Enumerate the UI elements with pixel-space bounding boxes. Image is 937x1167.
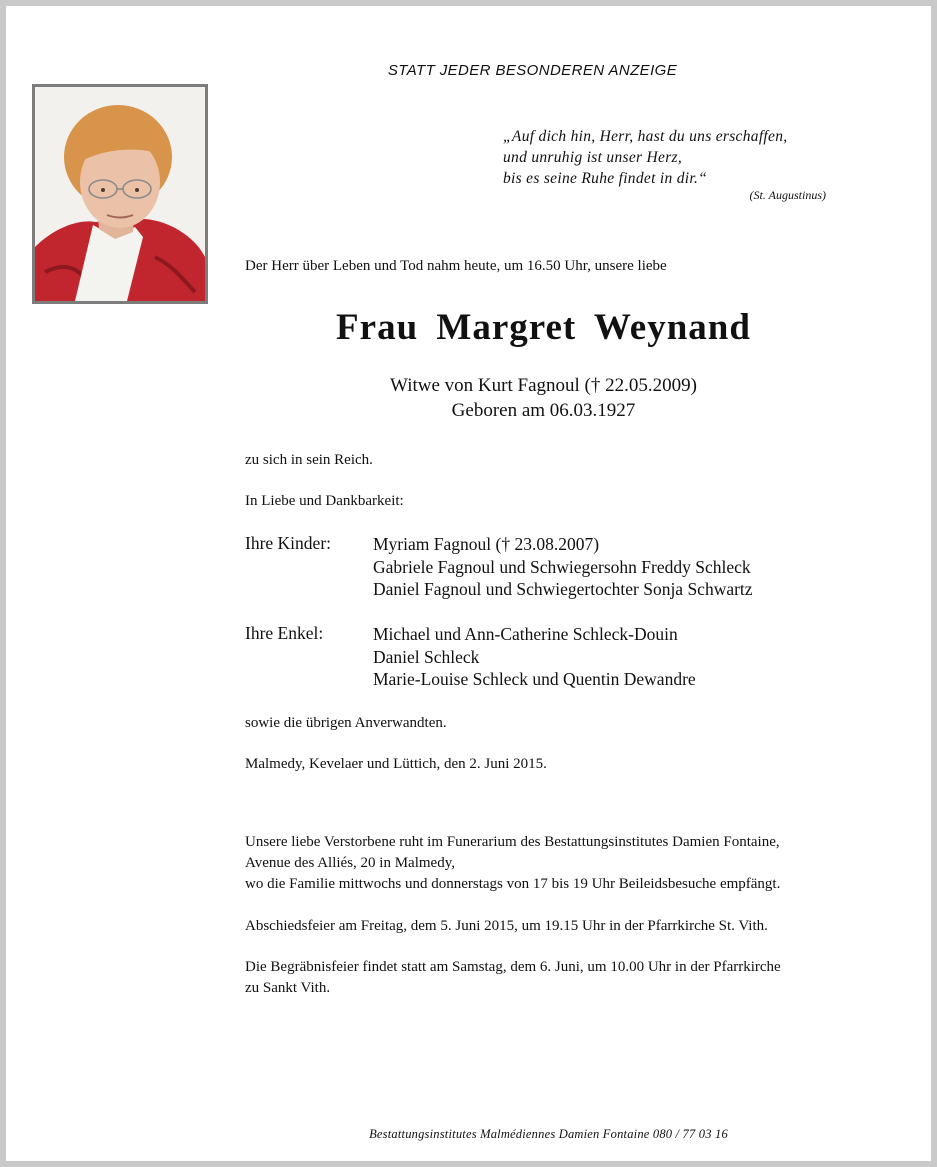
born-line: Geboren am 06.03.1927 [451,400,636,421]
relatives-text: sowie die übrigen Anverwandten. [245,715,447,731]
grandchildren-list [373,623,696,691]
footer-undertaker: Bestattungsinstitutes Malmédiennes Damien Fontaine 080 / 77 03 16 [369,1127,728,1141]
children-label: Ihre Kinder: [245,533,332,553]
funeral-line: zu Sankt Vith. [245,980,331,996]
quote-line: und unruhig ist unser Herz, [503,149,683,166]
list-item: Marie-Louise Schleck und Quentin Dewandre [373,669,696,689]
list-item: Daniel Fagnoul und Schwiegertochter Sonja Schwartz [373,579,753,599]
children-list [373,533,753,601]
widow-line: Witwe von Kurt Fagnoul († 22.05.2009) [390,375,697,396]
quote-source: (St. Augustinus) [749,188,826,202]
deceased-name: Frau Margret Weynand [336,307,751,348]
intro-text: Der Herr über Leben und Tod nahm heute, um 16.50 Uhr, unsere liebe [245,258,667,274]
list-item: Michael und Ann-Catherine Schleck-Douin [373,624,678,644]
liebe-text: In Liebe und Dankbarkeit: [245,493,404,509]
list-item: Daniel Schleck [373,646,480,667]
farewell-info: Abschiedsfeier am Freitag, dem 5. Juni 2015, um 19.15 Uhr in der Pfarrkirche St. Vith. [245,918,768,934]
rest-line: Avenue des Alliés, 20 in Malmedy, [245,855,455,871]
header-notice: STATT JEDER BESONDEREN ANZEIGE [387,62,678,79]
reich-text: zu sich in sein Reich. [245,452,373,468]
list-item: Myriam Fagnoul († 23.08.2007) [373,534,600,554]
place-date: Malmedy, Kevelaer und Lüttich, den 2. Juni 2015. [245,756,547,772]
funeral-info [245,957,905,999]
list-item: Gabriele Fagnoul und Schwiegersohn Freddy Schleck [373,556,751,577]
quote-line: bis es seine Ruhe findet in dir.“ [503,170,708,187]
portrait-photo [32,84,208,304]
grandchildren-label: Ihre Enkel: [245,623,324,643]
rest-line: wo die Familie mittwochs und donnerstags von 17 bis 19 Uhr Beileidsbesuche empfängt. [245,876,781,892]
rest-info [245,832,905,895]
quote-line: „Auf dich hin, Herr, hast du uns erschaffen, [503,128,788,145]
bible-quote [503,126,833,189]
funeral-line: Die Begräbnisfeier findet statt am Samstag, dem 6. Juni, um 10.00 Uhr in der Pfarrkirche [245,959,781,975]
rest-line: Unsere liebe Verstorbene ruht im Funerarium des Bestattungsinstitutes Damien Fontaine, [245,834,780,850]
